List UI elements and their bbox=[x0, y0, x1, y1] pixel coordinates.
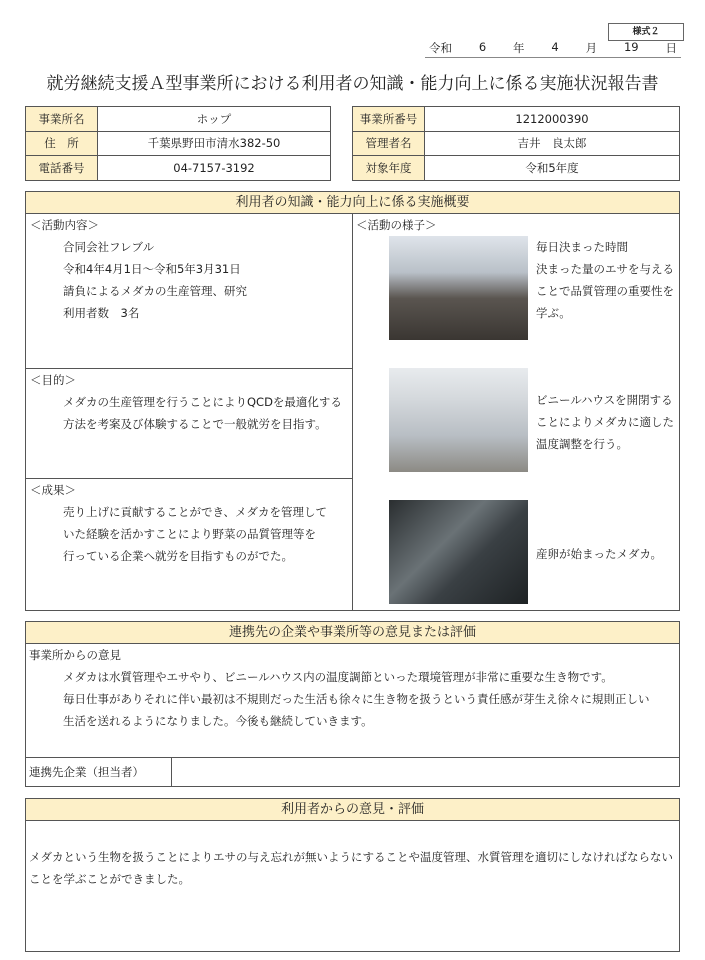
table-row bbox=[26, 131, 331, 156]
caption-1 bbox=[536, 236, 674, 324]
table-row bbox=[353, 107, 680, 132]
date-era: 令和 bbox=[429, 41, 452, 55]
text-line: 方法を考案及び体験することで一般就労を目指す。 bbox=[63, 417, 327, 431]
text-line: 毎日仕事がありそれに伴い最初は不規則だった生活も徐々に生き物を扱うという責任感が芽生え徐々に規則正しい bbox=[63, 692, 650, 706]
text-line: 産卵が始まったメダカ。 bbox=[536, 547, 663, 561]
activity-block bbox=[30, 214, 247, 324]
text-line: 売り上げに貢献することができ、メダカを管理して bbox=[63, 505, 328, 519]
activity-label: ＜活動内容＞ bbox=[30, 218, 99, 232]
text-line: いた経験を活かすことにより野菜の品質管理等を bbox=[63, 527, 316, 541]
section-header: 利用者からの意見・評価 bbox=[26, 799, 679, 821]
greenhouse-exterior-photo bbox=[389, 368, 528, 472]
text-line: 令和4年4月1日～令和5年3月31日 bbox=[63, 262, 241, 276]
result-block bbox=[30, 479, 327, 567]
date-month-unit: 月 bbox=[585, 41, 598, 55]
form-number-label: 様式２ bbox=[608, 23, 684, 41]
text-line: 毎日決まった時間 bbox=[536, 240, 628, 254]
partner-contact-label: 連携先企業（担当者） bbox=[29, 765, 144, 779]
office-info-table bbox=[25, 106, 331, 181]
label: 事業所番号 bbox=[353, 107, 425, 132]
greenhouse-feeding-photo bbox=[389, 236, 528, 340]
user-section bbox=[25, 798, 680, 952]
table-row bbox=[353, 156, 680, 181]
date-year: 6 bbox=[478, 40, 487, 54]
caption-2 bbox=[536, 389, 674, 455]
phone: 04-7157-3192 bbox=[98, 156, 331, 181]
result-label: ＜成果＞ bbox=[30, 483, 76, 497]
table-row bbox=[353, 131, 680, 156]
section-header: 連携先の企業や事業所等の意見または評価 bbox=[26, 622, 679, 644]
date-year-unit: 年 bbox=[513, 41, 525, 55]
table-row bbox=[26, 107, 331, 132]
text-line: メダカの生産管理を行うことによりQCDを最適化する bbox=[63, 395, 342, 409]
office-name: ホップ bbox=[98, 107, 331, 132]
office-number: 1212000390 bbox=[425, 107, 680, 132]
date-month: 4 bbox=[551, 40, 559, 54]
partner-section bbox=[25, 621, 680, 787]
table-row bbox=[26, 156, 331, 181]
text-line: ことを学ぶことができました。 bbox=[29, 872, 190, 886]
report-date bbox=[425, 40, 681, 58]
text-line: ことによりメダカに適した bbox=[536, 415, 674, 429]
partner-sub-label: 事業所からの意見 bbox=[29, 648, 121, 662]
purpose-label: ＜目的＞ bbox=[30, 373, 76, 387]
text-line: 温度調整を行う。 bbox=[536, 437, 628, 451]
label: 住 所 bbox=[26, 131, 98, 156]
label: 電話番号 bbox=[26, 156, 98, 181]
text-line: 学ぶ。 bbox=[536, 306, 571, 320]
text-line: 決まった量のエサを与える bbox=[536, 262, 674, 276]
scene-label: ＜活動の様子＞ bbox=[356, 218, 437, 232]
label: 事業所名 bbox=[26, 107, 98, 132]
office-info-table-right bbox=[352, 106, 680, 181]
label: 管理者名 bbox=[353, 131, 425, 156]
text-line: ことで品質管理の重要性を bbox=[536, 284, 674, 298]
overview-section bbox=[25, 191, 680, 611]
manager-name: 吉井 良太郎 bbox=[425, 131, 680, 156]
label: 対象年度 bbox=[353, 156, 425, 181]
text-line: 利用者数 3名 bbox=[63, 306, 140, 320]
text-line: 請負によるメダカの生産管理、研究 bbox=[63, 284, 247, 298]
text-line: メダカという生物を扱うことによりエサの与え忘れが無いようにすることや温度管理、水質管理を適切にしなければならない bbox=[29, 850, 673, 864]
section-header: 利用者の知識・能力向上に係る実施概要 bbox=[26, 192, 679, 214]
medaka-spawning-photo bbox=[389, 500, 528, 604]
text-line: メダカは水質管理やエサやり、ビニールハウス内の温度調節といった環境管理が非常に重要な生き物です。 bbox=[63, 670, 613, 684]
date-day-unit: 日 bbox=[665, 41, 677, 55]
address: 千葉県野田市清水382-50 bbox=[98, 131, 331, 156]
page-title: 就労継続支援Ａ型事業所における利用者の知識・能力向上に係る実施状況報告書 bbox=[46, 74, 659, 94]
text-line: 合同会社フレブル bbox=[63, 240, 155, 254]
text-line: 行っている企業へ就労を目指すものがでた。 bbox=[63, 549, 293, 563]
text-line: 生活を送れるようになりました。今後も継続していきます。 bbox=[63, 714, 373, 728]
target-year: 令和5年度 bbox=[425, 156, 680, 181]
purpose-block bbox=[30, 369, 342, 435]
text-line: ビニールハウスを開閉する bbox=[536, 393, 673, 407]
caption-3 bbox=[536, 543, 662, 565]
date-day: 19 bbox=[623, 40, 639, 54]
